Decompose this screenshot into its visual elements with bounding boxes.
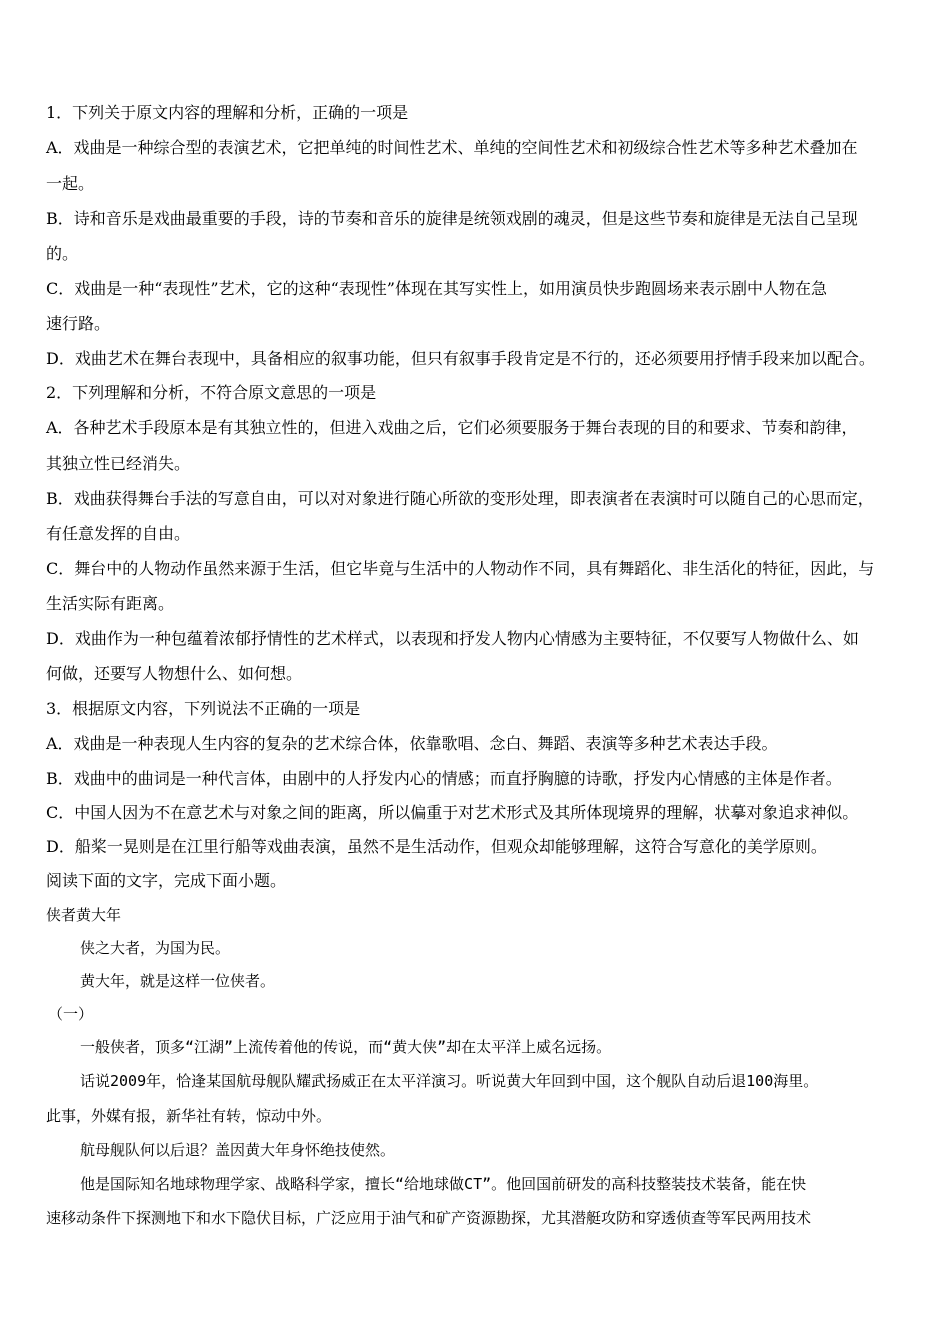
question-2-stem: 2．下列理解和分析，不符合原文意思的一项是	[46, 383, 377, 402]
question-2-option-b-line-1: B．戏曲获得舞台手法的写意自由，可以对对象进行随心所欲的变形处理，即表演者在表演时可以随自己的心思而定，	[46, 489, 874, 508]
story-intro-2: 黄大年，就是这样一位侠者。	[80, 972, 276, 990]
question-1-option-d: D．戏曲艺术在舞台表现中，具备相应的叙事功能，但只有叙事手段肯定是不行的，还必须要用抒情手段来加以配合。	[46, 349, 875, 368]
story-section-heading: （一）	[48, 1005, 94, 1023]
question-3-stem: 3．根据原文内容，下列说法不正确的一项是	[46, 699, 361, 718]
question-1-option-b-line-1: B．诗和音乐是戏曲最重要的手段，诗的节奏和音乐的旋律是统领戏剧的魂灵，但是这些节奏和旋律是无法自己呈现	[46, 209, 858, 228]
question-2-option-d-line-1: D．戏曲作为一种包蕴着浓郁抒情性的艺术样式，以表现和抒发人物内心情感为主要特征，不仅要写人物做什么、如	[46, 629, 859, 648]
question-2-option-a-line-1: A．各种艺术手段原本是有其独立性的，但进入戏曲之后，它们必须要服务于舞台表现的目的和要求、节奏和韵律，	[46, 418, 858, 437]
story-paragraph-2-line-2: 此事，外媒有报，新华社有转，惊动中外。	[46, 1107, 332, 1125]
story-paragraph-3: 航母舰队何以后退？盖因黄大年身怀绝技使然。	[80, 1141, 396, 1159]
question-3-option-a: A．戏曲是一种表现人生内容的复杂的艺术综合体，依靠歌唱、念白、舞蹈、表演等多种艺术表达手段。	[46, 734, 778, 753]
question-2-option-a-line-2: 其独立性已经消失。	[46, 454, 191, 473]
story-paragraph-2-line-1: 话说2009年，恰逢某国航母舰队耀武扬威正在太平洋演习。听说黄大年回到中国，这个舰队自动后退100海里。	[80, 1072, 819, 1090]
reading-instruction: 阅读下面的文字，完成下面小题。	[46, 871, 287, 890]
question-3-option-c: C．中国人因为不在意艺术与对象之间的距离，所以偏重于对艺术形式及其所体现境界的理解，状摹对象追求神似。	[46, 803, 859, 822]
question-1-option-c-line-1: C．戏曲是一种“表现性”艺术，它的这种“表现性”体现在其写实性上，如用演员快步跑圆场来表示剧中人物在急	[46, 279, 827, 298]
question-1-option-c-line-2: 速行路。	[46, 314, 111, 333]
question-2-option-c-line-2: 生活实际有距离。	[46, 594, 175, 613]
story-title: 侠者黄大年	[46, 906, 122, 924]
story-intro-1: 侠之大者，为国为民。	[80, 939, 231, 957]
question-2-option-c-line-1: C．舞台中的人物动作虽然来源于生活，但它毕竟与生活中的人物动作不同，具有舞蹈化、非生活化的特征，因此，与	[46, 559, 875, 578]
question-2-option-d-line-2: 何做，还要写人物想什么、如何想。	[46, 664, 303, 683]
question-1-option-a-line-2: 一起。	[46, 174, 95, 193]
question-2-option-b-line-2: 有任意发挥的自由。	[46, 524, 191, 543]
question-1-option-b-line-2: 的。	[46, 244, 79, 263]
story-paragraph-4-line-2: 速移动条件下探测地下和水下隐伏目标，广泛应用于油气和矿产资源勘探，尤其潜艇攻防和穿透侦查等军民两用技术	[46, 1209, 812, 1227]
question-1-stem: 1．下列关于原文内容的理解和分析，正确的一项是	[46, 103, 409, 122]
story-paragraph-1: 一般侠者，顶多“江湖”上流传着他的传说，而“黄大侠”却在太平洋上威名远扬。	[80, 1038, 612, 1056]
question-3-option-d: D．船桨一晃则是在江里行船等戏曲表演，虽然不是生活动作，但观众却能够理解，这符合写意化的美学原则。	[46, 837, 827, 856]
story-paragraph-4-line-1: 他是国际知名地球物理学家、战略科学家，擅长“给地球做CT”。他回国前研发的高科技整装技术装备，能在快	[80, 1175, 807, 1193]
question-3-option-b: B．戏曲中的曲词是一种代言体，由剧中的人抒发内心的情感；而直抒胸臆的诗歌，抒发内心情感的主体是作者。	[46, 769, 842, 788]
question-1-option-a-line-1: A．戏曲是一种综合型的表演艺术，它把单纯的时间性艺术、单纯的空间性艺术和初级综合性艺术等多种艺术叠加在	[46, 138, 858, 157]
